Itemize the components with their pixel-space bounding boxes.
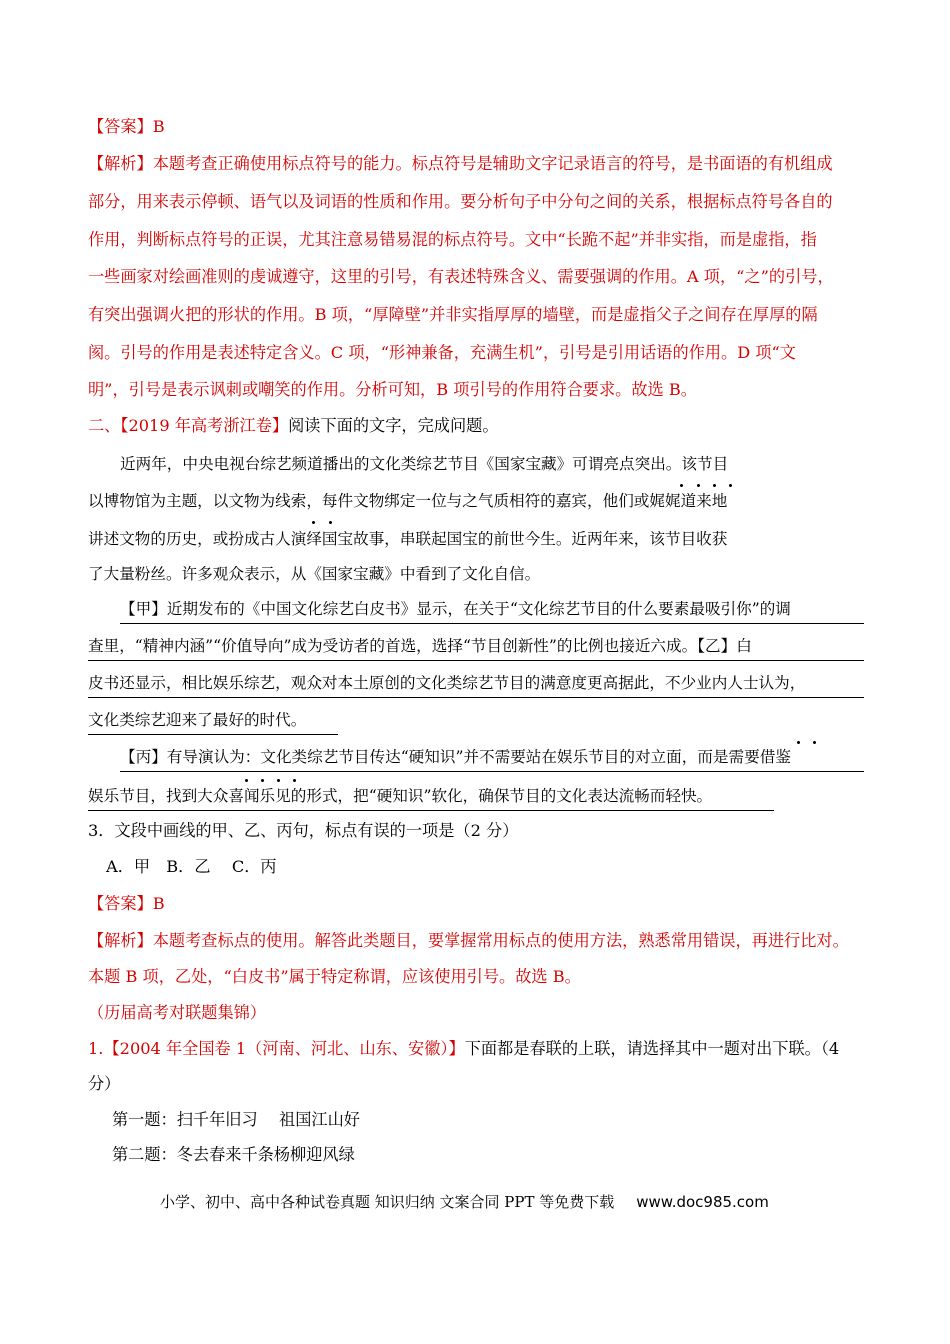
passage-line: 近两年，中央电视台综艺频道播出的文化类综艺节目《国家宝藏》可谓亮点突出。该节目 bbox=[120, 455, 729, 473]
section-number: 二、 bbox=[88, 416, 121, 435]
emphasis-dot bbox=[261, 779, 264, 782]
answer-label: 【答案】B bbox=[88, 894, 165, 913]
question-text: 下面都是春联的上联，请选择其中一题对出下联。（4 bbox=[464, 1039, 840, 1058]
question-number: 1. bbox=[88, 1039, 104, 1058]
passage-text: 需要借鉴 bbox=[728, 748, 791, 766]
emphasis-dot bbox=[329, 521, 332, 524]
emphasis-dot bbox=[813, 741, 816, 744]
underline bbox=[88, 697, 864, 698]
passage-line: 文化类综艺迎来了最好的时代。 bbox=[88, 711, 307, 729]
passage-line-bing bbox=[120, 746, 791, 768]
section-source: 【2019 年高考浙江卷】 bbox=[120, 416, 289, 435]
passage-line: 以博物馆为主题，以文物为线索，每件文物绑定一位与之气质相符的嘉宾，他们或娓娓道来地 bbox=[88, 492, 728, 510]
question-options: A．甲 B．乙 C．丙 bbox=[106, 857, 277, 876]
question-text-cont: 分） bbox=[88, 1074, 121, 1093]
passage-line: 讲述文物的历史，或扮成古人演绎国宝故事，串联起国宝的前世今生。近两年来，该节目收获 bbox=[88, 530, 728, 548]
footer-text: 小学、初中、高中各种试卷真题 知识归纳 文案合同 PPT 等免费下载 bbox=[160, 1193, 615, 1211]
passage-text: 的形式，把“硬知识”软化，确保节目的文化表达流畅而轻快。 bbox=[290, 787, 713, 805]
couplet-item: 第二题：冬去春来千条杨柳迎风绿 bbox=[112, 1145, 355, 1164]
emphasis-dot bbox=[697, 484, 700, 487]
passage-text: 娱乐节目，找到 bbox=[88, 787, 198, 805]
answer-label: 【答案】B bbox=[88, 117, 165, 136]
passage-line: 了大量粉丝。许多观众表示，从《国家宝藏》中看到了文化自信。 bbox=[88, 565, 541, 583]
emphasized-text: 而是 bbox=[697, 748, 729, 766]
underline bbox=[88, 734, 338, 735]
emphasis-dot bbox=[680, 484, 683, 487]
passage-line-yi: 查里，“精神内涵”“价值导向”成为受访者的首选，选择“节目创新性”的比例也接近六成。【乙】白 bbox=[88, 637, 752, 655]
analysis-line: 阂。引号的作用是表述特定含义。C 项，“形神兼备，充满生机”，引号是引用话语的作用。D 项“文 bbox=[88, 343, 796, 362]
emphasis-dot bbox=[293, 779, 296, 782]
underline bbox=[120, 771, 864, 772]
section-heading bbox=[88, 415, 499, 437]
analysis-line: 本题 B 项，乙处，“白皮书”属于特定称谓，应该使用引号。故选 B。 bbox=[88, 967, 581, 986]
analysis-line: 【解析】本题考查标点的使用。解答此类题目，要掌握常用标点的使用方法，熟悉常用错误，再进行比对。 bbox=[88, 931, 849, 950]
emphasis-dot bbox=[729, 484, 732, 487]
underline bbox=[88, 660, 864, 661]
underline bbox=[120, 623, 864, 624]
footer-url[interactable]: www.doc985.com bbox=[636, 1193, 769, 1211]
analysis-line: 有突出强调火把的形状的作用。B 项，“厚障壁”并非实指厚厚的墙壁，而是虚指父子之间存在厚厚的隔 bbox=[88, 305, 818, 324]
emphasis-dot bbox=[797, 741, 800, 744]
emphasis-dot bbox=[312, 521, 315, 524]
question-stem: 3．文段中画线的甲、乙、丙句，标点有误的一项是（2 分） bbox=[88, 821, 519, 840]
couplet-question bbox=[88, 1038, 839, 1060]
emphasized-text: 大众喜闻乐见 bbox=[197, 787, 291, 805]
question-source: 【2004 年全国卷 1（河南、河北、山东、安徽）】 bbox=[103, 1039, 465, 1058]
emphasis-dot bbox=[277, 779, 280, 782]
couplet-item: 第一题：扫千年旧习 祖国江山好 bbox=[112, 1110, 360, 1129]
emphasis-dot bbox=[245, 779, 248, 782]
underline bbox=[88, 810, 774, 811]
analysis-line: 作用，判断标点符号的正误，尤其注意易错易混的标点符号。文中“长跪不起”并非实指，而是虚指，指 bbox=[88, 230, 817, 249]
analysis-line: 一些画家对绘画准则的虔诚遵守，这里的引号，有表述特殊含义、需要强调的作用。A 项，“之”的引号， bbox=[88, 267, 834, 286]
page-footer bbox=[160, 1191, 769, 1212]
analysis-line: 【解析】本题考查正确使用标点符号的能力。标点符号是辅助文字记录语言的符号，是书面语的有机组成 bbox=[88, 154, 833, 173]
passage-line: 皮书还显示，相比娱乐综艺，观众对本土原创的文化类综艺节目的满意度更高据此，不少业内人士认为， bbox=[88, 674, 806, 692]
couplet-heading: （历届高考对联题集锦） bbox=[88, 1003, 267, 1022]
analysis-line: 明”，引号是表示讽刺或嘲笑的作用。分析可知，B 项引号的作用符合要求。故选 B。 bbox=[88, 380, 697, 399]
section-instruction: 阅读下面的文字，完成问题。 bbox=[288, 416, 499, 435]
emphasis-dot bbox=[713, 484, 716, 487]
analysis-line: 部分，用来表示停顿、语气以及词语的性质和作用。要分析句子中分句之间的关系，根据标点符号各自的 bbox=[88, 192, 833, 211]
passage-text: 【丙】有导演认为：文化类综艺节目传达“硬知识”并不需要站在娱乐节目的对立面， bbox=[120, 748, 698, 766]
passage-line-jia: 【甲】近期发布的《中国文化综艺白皮书》显示，在关于“文化综艺节目的什么要素最吸引你”的调 bbox=[120, 600, 791, 618]
passage-line bbox=[88, 785, 712, 807]
